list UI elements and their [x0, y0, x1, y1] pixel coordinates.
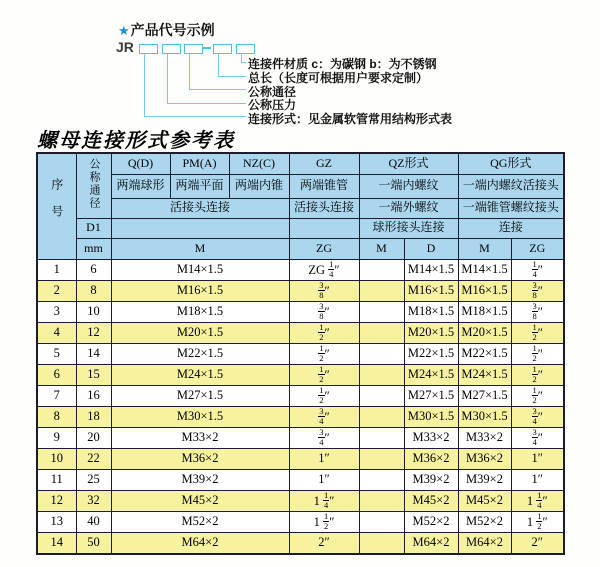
cell-qz_m: [359, 427, 404, 448]
cell-qz_d: M20×1.5: [404, 322, 458, 343]
cell-seq: 3: [37, 301, 76, 322]
header-thread-m: M: [111, 238, 289, 259]
header-nominal-diameter: 公称通径: [76, 153, 111, 218]
diagram-label-material: 连接件材质 c：为碳钢 b：为不锈钢: [248, 57, 437, 71]
cell-zg: 1 $\frac{1}{2}$ ″: [289, 511, 359, 532]
table-row: [37, 511, 564, 532]
cell-qg_zg: $\frac{1}{2}$ ″: [511, 364, 564, 385]
table-row: [37, 280, 564, 301]
table-row: [37, 532, 564, 554]
header-thread-zg: ZG: [289, 238, 359, 259]
cell-seq: 1: [37, 259, 76, 280]
header-union-connection: 活接头连接: [111, 198, 289, 218]
cell-seq: 4: [37, 322, 76, 343]
header-union-connection-gz: 活接头连接: [289, 198, 359, 218]
connector-line: [218, 76, 246, 77]
cell-seq: 7: [37, 385, 76, 406]
cell-qz_d: M27×1.5: [404, 385, 458, 406]
cell-qz_m: [359, 322, 404, 343]
diagram-label-pressure: 公称压力: [248, 98, 297, 112]
cell-qg_m: M64×2: [458, 532, 511, 554]
table-row: [37, 259, 564, 280]
connector-line: [189, 53, 190, 90]
header-external-thread: 一端外螺纹: [359, 198, 458, 218]
cell-qz_m: [359, 364, 404, 385]
header-mm: mm: [76, 238, 111, 259]
cell-zg: $\frac{3}{4}$ ″: [289, 406, 359, 427]
cell-zg: 1″: [289, 448, 359, 469]
cell-qz_d: M33×2: [404, 427, 458, 448]
cell-zg: $\frac{1}{2}$ ″: [289, 385, 359, 406]
diagram-label-connection: 连接形式：见金属软管常用结构形式表: [248, 112, 453, 126]
table-title: 螺母连接形式参考表: [37, 130, 235, 152]
cell-qz_m: [359, 490, 404, 511]
header-form-nzc: 两端内锥: [229, 174, 289, 198]
cell-qz_m: [359, 469, 404, 490]
header-connection: 连接: [458, 218, 564, 238]
table-row: [37, 322, 564, 343]
cell-m: M33×2: [111, 427, 289, 448]
cell-qg_m: M22×1.5: [458, 343, 511, 364]
cell-qg_m: M27×1.5: [458, 385, 511, 406]
cell-qg_zg: $\frac{1}{4}$ ″: [511, 259, 564, 280]
code-dash: [203, 47, 211, 49]
cell-seq: 8: [37, 406, 76, 427]
cell-qz_m: [359, 406, 404, 427]
cell-zg: 1″: [289, 469, 359, 490]
cell-qg_m: M30×1.5: [458, 406, 511, 427]
cell-qz_d: M24×1.5: [404, 364, 458, 385]
code-prefix: JR: [116, 39, 134, 55]
table-row: [37, 301, 564, 322]
cell-qz_m: [359, 343, 404, 364]
cell-qg_m: M16×1.5: [458, 280, 511, 301]
cell-zg: $\frac{1}{2}$ ″: [289, 343, 359, 364]
cell-m: M52×2: [111, 511, 289, 532]
cell-qz_d: M36×2: [404, 448, 458, 469]
cell-qg_zg: $\frac{3}{4}$ ″: [511, 427, 564, 448]
cell-dn: 16: [76, 385, 111, 406]
header-group-qz: QZ形式: [359, 153, 458, 174]
cell-dn: 40: [76, 511, 111, 532]
cell-qz_d: M22×1.5: [404, 343, 458, 364]
header-thread-qz-d: D: [404, 238, 458, 259]
cell-seq: 12: [37, 490, 76, 511]
cell-qg_m: M14×1.5: [458, 259, 511, 280]
connector-line: [189, 89, 246, 90]
cell-m: M30×1.5: [111, 406, 289, 427]
cell-qg_m: M36×2: [458, 448, 511, 469]
cell-qz_d: M39×2: [404, 469, 458, 490]
header-empty-gz: [289, 218, 359, 238]
cell-m: M24×1.5: [111, 364, 289, 385]
cell-qz_m: [359, 532, 404, 554]
cell-seq: 13: [37, 511, 76, 532]
cell-dn: 18: [76, 406, 111, 427]
header-group-gz: GZ: [289, 153, 359, 174]
cell-zg: $\frac{1}{2}$ ″: [289, 322, 359, 343]
header-form-gz: 两端锥管: [289, 174, 359, 198]
cell-dn: 12: [76, 322, 111, 343]
cell-seq: 10: [37, 448, 76, 469]
cell-qg_m: M18×1.5: [458, 301, 511, 322]
connector-line: [167, 103, 246, 104]
connector-line: [218, 53, 219, 77]
cell-seq: 2: [37, 280, 76, 301]
header-form-qg: 一端内螺纹活接头: [458, 174, 564, 198]
table-row: [37, 448, 564, 469]
cell-zg: ZG $\frac{1}{4}$ ″: [289, 259, 359, 280]
header-ball-joint-connection: 球形接头连接: [359, 218, 458, 238]
cell-m: M39×2: [111, 469, 289, 490]
cell-qg_m: M24×1.5: [458, 364, 511, 385]
product-code-heading-text: 产品代号示例: [130, 22, 215, 38]
cell-dn: 8: [76, 280, 111, 301]
code-box-4: [213, 44, 232, 54]
cell-m: M14×1.5: [111, 259, 289, 280]
nut-connection-table: [36, 152, 565, 555]
cell-seq: 11: [37, 469, 76, 490]
cell-qg_m: M45×2: [458, 490, 511, 511]
header-taper-thread-joint: 一端锥管螺纹接头: [458, 198, 564, 218]
cell-dn: 14: [76, 343, 111, 364]
table-row: [37, 364, 564, 385]
table-row: [37, 469, 564, 490]
cell-qg_m: M20×1.5: [458, 322, 511, 343]
cell-qg_zg: 1 $\frac{1}{4}$ ″: [511, 490, 564, 511]
star-icon: ★: [118, 23, 130, 38]
header-form-qd: 两端球形: [111, 174, 170, 198]
header-d1: D1: [76, 218, 111, 238]
cell-zg: $\frac{1}{2}$ ″: [289, 364, 359, 385]
connector-line: [241, 62, 246, 63]
cell-dn: 6: [76, 259, 111, 280]
header-group-qg: QG形式: [458, 153, 564, 174]
code-box-1: [139, 44, 158, 54]
diagram-label-diameter: 公称通径: [248, 85, 297, 99]
cell-qz_d: M64×2: [404, 532, 458, 554]
cell-dn: 15: [76, 364, 111, 385]
code-box-2: [162, 44, 181, 54]
header-group-pma: PM(A): [170, 153, 229, 174]
product-code-heading: [118, 20, 215, 40]
header-thread-qz-m: M: [359, 238, 404, 259]
header-form-pma: 两端平面: [170, 174, 229, 198]
header-group-nzc: NZ(C): [229, 153, 289, 174]
code-box-5: [236, 44, 255, 54]
cell-qz_d: M45×2: [404, 490, 458, 511]
cell-qz_m: [359, 280, 404, 301]
cell-qg_zg: $\frac{3}{8}$ ″: [511, 301, 564, 322]
table-row: [37, 490, 564, 511]
table-row: [37, 343, 564, 364]
cell-qz_d: M14×1.5: [404, 259, 458, 280]
header-group-qd: Q(D): [111, 153, 170, 174]
cell-zg: 1 $\frac{1}{4}$ ″: [289, 490, 359, 511]
cell-qz_d: M30×1.5: [404, 406, 458, 427]
cell-zg: $\frac{3}{4}$ ″: [289, 427, 359, 448]
header-form-qz: 一端内螺纹: [359, 174, 458, 198]
cell-qz_m: [359, 511, 404, 532]
cell-m: M45×2: [111, 490, 289, 511]
header-thread-qg-zg: ZG: [511, 238, 564, 259]
cell-dn: 10: [76, 301, 111, 322]
cell-qg_zg: 1″: [511, 469, 564, 490]
connector-line: [167, 53, 168, 104]
cell-m: M16×1.5: [111, 280, 289, 301]
cell-qz_m: [359, 448, 404, 469]
cell-seq: 5: [37, 343, 76, 364]
connector-line: [144, 116, 246, 117]
cell-qg_zg: 2″: [511, 532, 564, 554]
diagram-label-total-length: 总长（长度可根据用户要求定制）: [248, 71, 429, 85]
table-row: [37, 385, 564, 406]
cell-m: M18×1.5: [111, 301, 289, 322]
cell-zg: $\frac{3}{8}$ ″: [289, 301, 359, 322]
table-row: [37, 427, 564, 448]
cell-dn: 50: [76, 532, 111, 554]
cell-qz_m: [359, 301, 404, 322]
cell-dn: 22: [76, 448, 111, 469]
cell-zg: $\frac{3}{8}$ ″: [289, 280, 359, 301]
cell-m: M22×1.5: [111, 343, 289, 364]
cell-qg_m: M39×2: [458, 469, 511, 490]
cell-qz_m: [359, 259, 404, 280]
cell-m: M36×2: [111, 448, 289, 469]
cell-m: M27×1.5: [111, 385, 289, 406]
connector-line: [144, 53, 145, 117]
cell-seq: 9: [37, 427, 76, 448]
cell-qg_zg: $\frac{3}{8}$ ″: [511, 280, 564, 301]
cell-m: M20×1.5: [111, 322, 289, 343]
cell-dn: 32: [76, 490, 111, 511]
cell-qg_m: M33×2: [458, 427, 511, 448]
table-row: [37, 406, 564, 427]
cell-qg_zg: 1″: [511, 448, 564, 469]
cell-dn: 25: [76, 469, 111, 490]
cell-qz_d: M16×1.5: [404, 280, 458, 301]
cell-qg_zg: $\frac{1}{2}$ ″: [511, 322, 564, 343]
cell-qg_zg: 1 $\frac{1}{2}$ ″: [511, 511, 564, 532]
header-seq: 序号: [37, 153, 76, 259]
cell-qz_d: M52×2: [404, 511, 458, 532]
cell-qz_d: M18×1.5: [404, 301, 458, 322]
cell-qg_zg: $\frac{1}{2}$ ″: [511, 343, 564, 364]
cell-qg_zg: $\frac{3}{4}$ ″: [511, 406, 564, 427]
cell-m: M64×2: [111, 532, 289, 554]
cell-zg: 2″: [289, 532, 359, 554]
cell-qg_m: M52×2: [458, 511, 511, 532]
header-thread-qg-m: M: [458, 238, 511, 259]
header-empty-left: [111, 218, 289, 238]
cell-qz_m: [359, 385, 404, 406]
cell-seq: 6: [37, 364, 76, 385]
cell-seq: 14: [37, 532, 76, 554]
cell-dn: 20: [76, 427, 111, 448]
code-box-3: [184, 44, 203, 54]
cell-qg_zg: $\frac{1}{2}$ ″: [511, 385, 564, 406]
